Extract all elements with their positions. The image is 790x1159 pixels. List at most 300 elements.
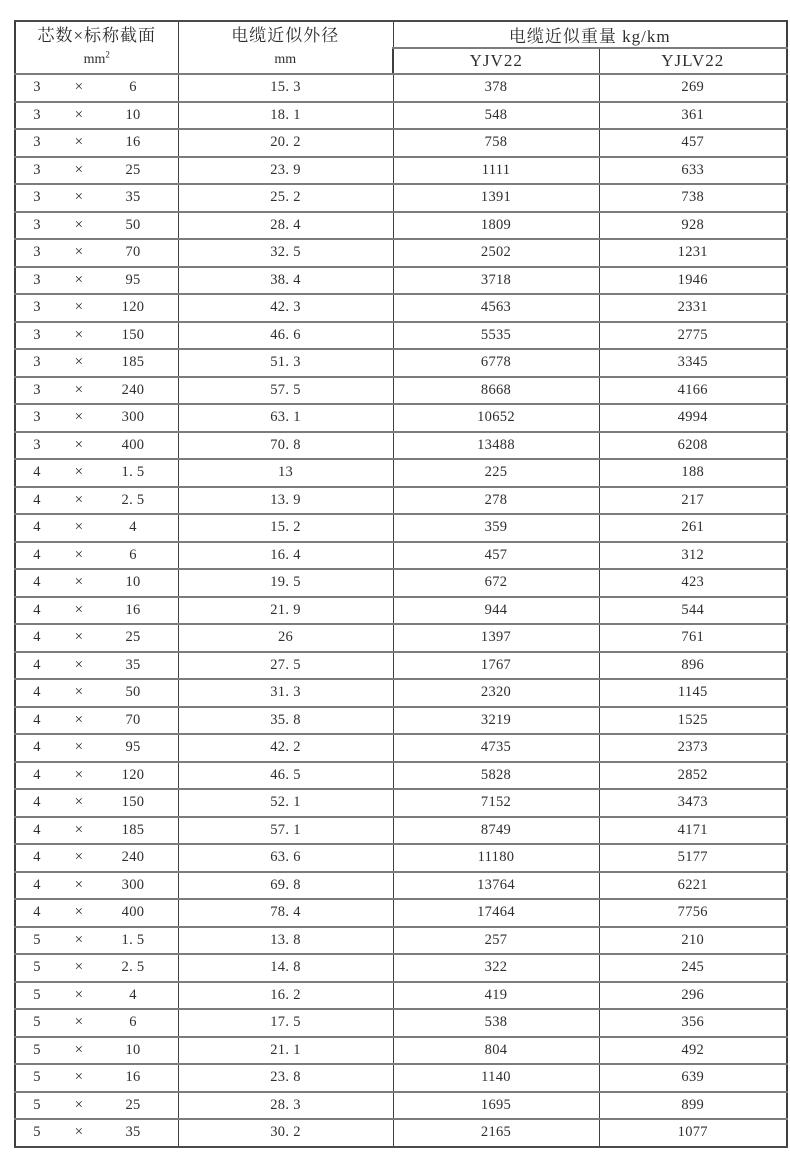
cell-weight-yjlv22: 2775 (599, 322, 787, 350)
cell-outer-diameter: 28. 4 (178, 212, 393, 240)
multiply-sign: × (74, 79, 84, 96)
cell-outer-diameter: 23. 8 (178, 1064, 393, 1092)
cell-outer-diameter: 13 (178, 459, 393, 487)
core-count: 4 (33, 904, 41, 921)
cross-section-value: 150 (121, 326, 145, 343)
core-count: 4 (33, 849, 41, 866)
header-cores-title: 芯数×标称截面 (37, 26, 157, 45)
cell-weight-yjv22: 257 (393, 927, 599, 955)
cell-spec (15, 157, 178, 185)
core-count: 3 (33, 106, 41, 123)
core-count: 3 (33, 409, 41, 426)
cell-spec (15, 899, 178, 927)
multiply-sign: × (74, 876, 84, 893)
cross-section-value: 10 (125, 1041, 141, 1058)
header-od-title: 电缆近似外径 (231, 26, 340, 45)
cross-section-value: 70 (125, 711, 141, 728)
cross-section-value: 50 (125, 684, 141, 701)
core-count: 4 (33, 491, 41, 508)
cell-weight-yjlv22: 633 (599, 157, 787, 185)
table-row (15, 129, 787, 157)
cross-section-value: 16 (125, 1069, 141, 1086)
table-row (15, 817, 787, 845)
multiply-sign: × (74, 959, 84, 976)
cell-spec (15, 184, 178, 212)
cell-outer-diameter: 18. 1 (178, 102, 393, 130)
header-weight-title: 电缆近似重量 kg/km (393, 21, 787, 48)
cell-weight-yjv22: 8749 (393, 817, 599, 845)
cross-section-value: 300 (121, 876, 145, 893)
cell-outer-diameter: 42. 3 (178, 294, 393, 322)
multiply-sign: × (74, 244, 84, 261)
cell-weight-yjlv22: 544 (599, 597, 787, 625)
core-count: 4 (33, 601, 41, 618)
cell-spec (15, 432, 178, 460)
multiply-sign: × (74, 849, 84, 866)
core-count: 5 (33, 1096, 41, 1113)
multiply-sign: × (74, 766, 84, 783)
core-count: 4 (33, 629, 41, 646)
cell-spec (15, 129, 178, 157)
cross-section-value: 16 (125, 601, 141, 618)
cross-section-value: 4 (129, 986, 137, 1003)
cell-weight-yjlv22: 4166 (599, 377, 787, 405)
cell-outer-diameter: 63. 6 (178, 844, 393, 872)
cell-weight-yjlv22: 928 (599, 212, 787, 240)
multiply-sign: × (74, 794, 84, 811)
cell-weight-yjlv22: 761 (599, 624, 787, 652)
cell-weight-yjlv22: 361 (599, 102, 787, 130)
table-row (15, 624, 787, 652)
cross-section-value: 400 (121, 904, 145, 921)
header-yjlv22: YJLV22 (599, 48, 787, 74)
cell-weight-yjlv22: 3345 (599, 349, 787, 377)
table-row (15, 212, 787, 240)
cross-section-value: 16 (125, 134, 141, 151)
multiply-sign: × (74, 106, 84, 123)
multiply-sign: × (74, 656, 84, 673)
cross-section-value: 2. 5 (121, 959, 145, 976)
cell-weight-yjlv22: 738 (599, 184, 787, 212)
multiply-sign: × (74, 1096, 84, 1113)
multiply-sign: × (74, 931, 84, 948)
cell-weight-yjv22: 10652 (393, 404, 599, 432)
cell-outer-diameter: 57. 1 (178, 817, 393, 845)
cell-outer-diameter: 46. 6 (178, 322, 393, 350)
cross-section-value: 95 (125, 271, 141, 288)
cell-weight-yjv22: 1767 (393, 652, 599, 680)
cell-weight-yjv22: 4563 (393, 294, 599, 322)
cell-spec (15, 514, 178, 542)
core-count: 4 (33, 656, 41, 673)
multiply-sign: × (74, 299, 84, 316)
table-row (15, 1119, 787, 1147)
multiply-sign: × (74, 1124, 84, 1141)
cell-weight-yjlv22: 312 (599, 542, 787, 570)
cell-outer-diameter: 63. 1 (178, 404, 393, 432)
cell-weight-yjlv22: 296 (599, 982, 787, 1010)
cell-outer-diameter: 51. 3 (178, 349, 393, 377)
cell-outer-diameter: 15. 3 (178, 74, 393, 102)
multiply-sign: × (74, 381, 84, 398)
cross-section-value: 240 (121, 849, 145, 866)
table-body (15, 74, 787, 1147)
core-count: 4 (33, 821, 41, 838)
core-count: 3 (33, 161, 41, 178)
cell-weight-yjlv22: 3473 (599, 789, 787, 817)
cell-spec (15, 1064, 178, 1092)
table-row (15, 707, 787, 735)
cell-weight-yjv22: 419 (393, 982, 599, 1010)
cell-weight-yjv22: 11180 (393, 844, 599, 872)
cell-weight-yjlv22: 4994 (599, 404, 787, 432)
cell-weight-yjv22: 8668 (393, 377, 599, 405)
multiply-sign: × (74, 904, 84, 921)
core-count: 5 (33, 931, 41, 948)
core-count: 4 (33, 684, 41, 701)
table-row (15, 652, 787, 680)
table-row (15, 322, 787, 350)
cell-weight-yjv22: 4735 (393, 734, 599, 762)
core-count: 5 (33, 1041, 41, 1058)
cell-outer-diameter: 21. 1 (178, 1037, 393, 1065)
cell-weight-yjv22: 13488 (393, 432, 599, 460)
table-row (15, 294, 787, 322)
cross-section-value: 1. 5 (121, 464, 145, 481)
cell-weight-yjv22: 17464 (393, 899, 599, 927)
core-count: 3 (33, 271, 41, 288)
cell-weight-yjlv22: 261 (599, 514, 787, 542)
core-count: 5 (33, 986, 41, 1003)
table-row (15, 267, 787, 295)
cell-outer-diameter: 70. 8 (178, 432, 393, 460)
cell-spec (15, 1009, 178, 1037)
core-count: 3 (33, 79, 41, 96)
cell-outer-diameter: 14. 8 (178, 954, 393, 982)
multiply-sign: × (74, 629, 84, 646)
cell-weight-yjv22: 1111 (393, 157, 599, 185)
cell-spec (15, 212, 178, 240)
cell-weight-yjv22: 1391 (393, 184, 599, 212)
cell-spec (15, 679, 178, 707)
cell-weight-yjlv22: 423 (599, 569, 787, 597)
cell-weight-yjv22: 538 (393, 1009, 599, 1037)
core-count: 3 (33, 216, 41, 233)
cell-spec (15, 762, 178, 790)
cross-section-value: 2. 5 (121, 491, 145, 508)
core-count: 4 (33, 574, 41, 591)
header-row-1 (15, 21, 787, 48)
cell-spec (15, 459, 178, 487)
cell-weight-yjlv22: 1946 (599, 267, 787, 295)
cell-weight-yjv22: 359 (393, 514, 599, 542)
cell-outer-diameter: 23. 9 (178, 157, 393, 185)
cell-weight-yjlv22: 188 (599, 459, 787, 487)
cell-outer-diameter: 21. 9 (178, 597, 393, 625)
cell-weight-yjlv22: 7756 (599, 899, 787, 927)
cell-spec (15, 872, 178, 900)
multiply-sign: × (74, 519, 84, 536)
cell-outer-diameter: 32. 5 (178, 239, 393, 267)
cell-outer-diameter: 38. 4 (178, 267, 393, 295)
table-row (15, 789, 787, 817)
multiply-sign: × (74, 821, 84, 838)
cross-section-value: 4 (129, 519, 137, 536)
header-od-unit: mm (274, 52, 297, 67)
cell-outer-diameter: 13. 8 (178, 927, 393, 955)
cell-weight-yjv22: 944 (393, 597, 599, 625)
core-count: 4 (33, 766, 41, 783)
cell-spec (15, 1092, 178, 1120)
multiply-sign: × (74, 491, 84, 508)
cell-outer-diameter: 46. 5 (178, 762, 393, 790)
cross-section-value: 300 (121, 409, 145, 426)
core-count: 3 (33, 189, 41, 206)
core-count: 3 (33, 134, 41, 151)
multiply-sign: × (74, 684, 84, 701)
cross-section-value: 50 (125, 216, 141, 233)
cell-weight-yjv22: 378 (393, 74, 599, 102)
cell-weight-yjlv22: 639 (599, 1064, 787, 1092)
core-count: 3 (33, 244, 41, 261)
cell-weight-yjv22: 322 (393, 954, 599, 982)
multiply-sign: × (74, 326, 84, 343)
multiply-sign: × (74, 601, 84, 618)
table-row (15, 734, 787, 762)
multiply-sign: × (74, 739, 84, 756)
cell-weight-yjlv22: 4171 (599, 817, 787, 845)
table-row (15, 404, 787, 432)
cell-weight-yjlv22: 2331 (599, 294, 787, 322)
cell-weight-yjlv22: 210 (599, 927, 787, 955)
cell-weight-yjlv22: 6208 (599, 432, 787, 460)
cell-outer-diameter: 13. 9 (178, 487, 393, 515)
multiply-sign: × (74, 271, 84, 288)
cell-outer-diameter: 52. 1 (178, 789, 393, 817)
cell-outer-diameter: 15. 2 (178, 514, 393, 542)
cell-weight-yjv22: 278 (393, 487, 599, 515)
core-count: 4 (33, 739, 41, 756)
cell-spec (15, 294, 178, 322)
core-count: 3 (33, 326, 41, 343)
multiply-sign: × (74, 711, 84, 728)
cross-section-value: 185 (121, 821, 145, 838)
core-count: 3 (33, 299, 41, 316)
table-row (15, 1037, 787, 1065)
cell-weight-yjv22: 758 (393, 129, 599, 157)
cable-spec-table (14, 20, 788, 1148)
cell-weight-yjv22: 5828 (393, 762, 599, 790)
cell-weight-yjv22: 225 (393, 459, 599, 487)
cell-weight-yjv22: 2165 (393, 1119, 599, 1147)
cross-section-value: 10 (125, 106, 141, 123)
cell-outer-diameter: 26 (178, 624, 393, 652)
cell-weight-yjlv22: 1077 (599, 1119, 787, 1147)
cell-spec (15, 569, 178, 597)
table-row (15, 239, 787, 267)
table-row (15, 432, 787, 460)
cell-outer-diameter: 30. 2 (178, 1119, 393, 1147)
header-outer-diameter (178, 21, 393, 74)
cell-spec (15, 1037, 178, 1065)
table-row (15, 954, 787, 982)
cell-weight-yjlv22: 492 (599, 1037, 787, 1065)
table-row (15, 459, 787, 487)
multiply-sign: × (74, 1014, 84, 1031)
cell-weight-yjv22: 1809 (393, 212, 599, 240)
core-count: 3 (33, 381, 41, 398)
cell-spec (15, 734, 178, 762)
multiply-sign: × (74, 1069, 84, 1086)
cross-section-value: 70 (125, 244, 141, 261)
cell-outer-diameter: 25. 2 (178, 184, 393, 212)
cross-section-value: 10 (125, 574, 141, 591)
multiply-sign: × (74, 464, 84, 481)
table-row (15, 844, 787, 872)
cell-outer-diameter: 42. 2 (178, 734, 393, 762)
cell-weight-yjlv22: 896 (599, 652, 787, 680)
header-cores-cross-section (15, 21, 178, 74)
table-row (15, 1009, 787, 1037)
cross-section-value: 35 (125, 656, 141, 673)
multiply-sign: × (74, 436, 84, 453)
cell-weight-yjv22: 1695 (393, 1092, 599, 1120)
cell-spec (15, 404, 178, 432)
core-count: 5 (33, 1014, 41, 1031)
table-row (15, 899, 787, 927)
cross-section-value: 25 (125, 1096, 141, 1113)
cell-weight-yjlv22: 1145 (599, 679, 787, 707)
cell-weight-yjv22: 457 (393, 542, 599, 570)
multiply-sign: × (74, 134, 84, 151)
table-row (15, 1092, 787, 1120)
cell-weight-yjlv22: 269 (599, 74, 787, 102)
superscript-2: 2 (105, 49, 110, 60)
cell-outer-diameter: 16. 2 (178, 982, 393, 1010)
cell-spec (15, 624, 178, 652)
cell-spec (15, 597, 178, 625)
table-row (15, 157, 787, 185)
cell-spec (15, 927, 178, 955)
cell-weight-yjlv22: 5177 (599, 844, 787, 872)
cross-section-value: 25 (125, 629, 141, 646)
cell-spec (15, 982, 178, 1010)
table-row (15, 184, 787, 212)
core-count: 5 (33, 1124, 41, 1141)
core-count: 4 (33, 711, 41, 728)
cell-outer-diameter: 16. 4 (178, 542, 393, 570)
cell-weight-yjlv22: 899 (599, 1092, 787, 1120)
multiply-sign: × (74, 161, 84, 178)
cell-spec (15, 954, 178, 982)
cell-outer-diameter: 57. 5 (178, 377, 393, 405)
cell-spec (15, 349, 178, 377)
core-count: 5 (33, 959, 41, 976)
core-count: 5 (33, 1069, 41, 1086)
cell-weight-yjlv22: 356 (599, 1009, 787, 1037)
cell-weight-yjv22: 3718 (393, 267, 599, 295)
cell-spec (15, 267, 178, 295)
header-yjv22: YJV22 (393, 48, 599, 74)
cross-section-value: 6 (129, 79, 137, 96)
cross-section-value: 120 (121, 766, 145, 783)
cell-weight-yjv22: 1397 (393, 624, 599, 652)
cell-weight-yjv22: 6778 (393, 349, 599, 377)
core-count: 4 (33, 546, 41, 563)
core-count: 3 (33, 354, 41, 371)
table-row (15, 542, 787, 570)
cell-spec (15, 817, 178, 845)
cell-weight-yjlv22: 1231 (599, 239, 787, 267)
cell-weight-yjv22: 3219 (393, 707, 599, 735)
multiply-sign: × (74, 574, 84, 591)
cell-spec (15, 789, 178, 817)
cross-section-value: 6 (129, 1014, 137, 1031)
multiply-sign: × (74, 546, 84, 563)
table-row (15, 74, 787, 102)
cross-section-value: 1. 5 (121, 931, 145, 948)
core-count: 4 (33, 519, 41, 536)
table-row (15, 514, 787, 542)
table-row (15, 982, 787, 1010)
cell-outer-diameter: 69. 8 (178, 872, 393, 900)
multiply-sign: × (74, 1041, 84, 1058)
cell-weight-yjlv22: 457 (599, 129, 787, 157)
table-row (15, 487, 787, 515)
cell-weight-yjlv22: 217 (599, 487, 787, 515)
table-row (15, 1064, 787, 1092)
table-row (15, 377, 787, 405)
cell-spec (15, 322, 178, 350)
table-row (15, 349, 787, 377)
cell-weight-yjv22: 13764 (393, 872, 599, 900)
multiply-sign: × (74, 409, 84, 426)
table-row (15, 102, 787, 130)
cross-section-value: 400 (121, 436, 145, 453)
header-cores-unit: $mm^2$ (83, 49, 110, 67)
cross-section-value: 150 (121, 794, 145, 811)
cell-spec (15, 707, 178, 735)
multiply-sign: × (74, 354, 84, 371)
multiply-sign: × (74, 216, 84, 233)
cell-weight-yjv22: 548 (393, 102, 599, 130)
multiply-sign: × (74, 189, 84, 206)
cross-section-value: 95 (125, 739, 141, 756)
cross-section-value: 120 (121, 299, 145, 316)
cell-outer-diameter: 19. 5 (178, 569, 393, 597)
cell-spec (15, 1119, 178, 1147)
cell-weight-yjv22: 5535 (393, 322, 599, 350)
cell-weight-yjlv22: 2373 (599, 734, 787, 762)
core-count: 4 (33, 876, 41, 893)
cell-weight-yjv22: 2502 (393, 239, 599, 267)
table-header (15, 21, 787, 74)
cell-weight-yjlv22: 6221 (599, 872, 787, 900)
cross-section-value: 6 (129, 546, 137, 563)
table-row (15, 762, 787, 790)
table-row (15, 927, 787, 955)
cell-weight-yjv22: 1140 (393, 1064, 599, 1092)
cell-spec (15, 102, 178, 130)
cell-outer-diameter: 31. 3 (178, 679, 393, 707)
table-row (15, 872, 787, 900)
core-count: 3 (33, 436, 41, 453)
cell-outer-diameter: 20. 2 (178, 129, 393, 157)
cell-weight-yjlv22: 245 (599, 954, 787, 982)
cell-spec (15, 239, 178, 267)
table-row (15, 569, 787, 597)
cell-weight-yjv22: 2320 (393, 679, 599, 707)
